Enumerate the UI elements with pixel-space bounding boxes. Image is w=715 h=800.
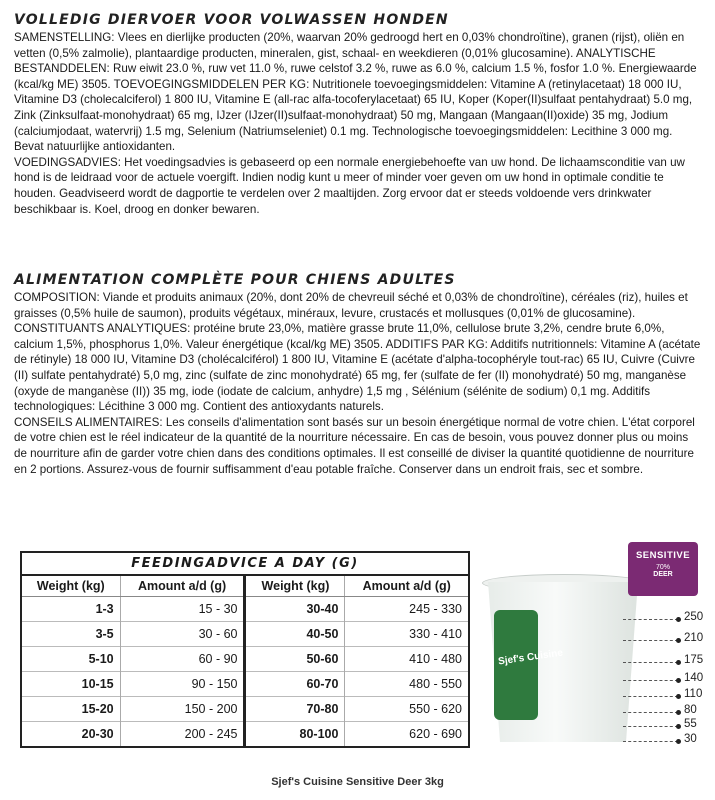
amount-cell: 30 - 60 — [120, 622, 245, 647]
cup-mark-line — [623, 680, 678, 681]
feeding-advice-table — [20, 551, 470, 748]
weight-cell: 80-100 — [245, 722, 345, 747]
weight-cell: 3-5 — [22, 622, 120, 647]
cup-mark-line — [623, 619, 678, 620]
table-row — [22, 622, 468, 647]
cup-mark-line — [623, 640, 678, 641]
french-section — [14, 272, 704, 477]
french-feeding-advice: CONSEILS ALIMENTAIRES: Les conseils d'alimentation sont basés sur un besoin énergétique normal de votre chien. L'état corporel de votre chien est le réel indicateur de la quantité de la nourriture nécessaire. En cas de besoin, vous pouvez donner plus ou moins de nourriture afin de garder votre chien dans des conditions optimales. Il est conseillé de diviser la quantité quotidienne de nourriture en 2 portions. Assurez-vous de fournir suffisamment d'eau potable fraîche. Conserver dans un endroit frais, sec et sombre. — [14, 415, 695, 476]
cup-mark-label: 250 — [684, 611, 704, 623]
cup-mark-label: 30 — [684, 733, 697, 745]
dutch-section — [14, 12, 704, 217]
cup-mark-line — [623, 726, 678, 727]
amount-cell: 410 - 480 — [345, 647, 468, 672]
amount-header: Amount a/d (g) — [345, 576, 468, 597]
weight-cell: 50-60 — [245, 647, 345, 672]
table-row — [22, 722, 468, 747]
french-heading: ALIMENTATION COMPLÈTE POUR CHIENS ADULTES — [14, 272, 456, 288]
cup-mark-line — [623, 662, 678, 663]
badge-meat: DEER — [653, 571, 673, 578]
cup-mark-label: 210 — [684, 632, 704, 644]
cup-brand-text: Sjef's Cuisine — [497, 647, 564, 668]
dutch-composition: SAMENSTELLING: Vlees en dierlijke producten (20%, waarvan 20% gedroogd hert en 0,03% chondroïtine), granen (rijst), oliën en vetten (0,5% zalmolie), plantaardige producten, mineralen, gist, schaal- en weekdieren (0,01% glucosamine). ANALYTISCHE BESTANDDELEN: Ruw eiwit 23.0 %, ruw vet 11.0 %, ruwe celstof 3.2 %, ruwe as 6.0 %, calcium 1.5 %, fosfor 1.0 %. Energiewaarde (kcal/kg ME) 3505. TOEVOEGINGSMIDDELEN PER KG: Nutritionele toevoegingsmiddelen: Vitamine A (retinylacetaat) 18 000 IU, Vitamine D3 (cholecalciferol) 1 800 IU, Vitamine E (all-rac alfa-tocoferylacetaat) 65 IU, Koper (Koper(II)sulfaat pentahydraat) 5.0 mg, Zink (Zinksulfaat-monohydraat) 65 mg, IJzer (IJzer(II)sulfaat-monohydraat) 50 mg, Mangaan (Mangaan(II)oxide) 35 mg, Jodium (calciumjodaat, watervrij) 1.5 mg, Selenium (Natriumseleniet) 0.1 mg. Technologische toevoegingsmiddelen: Lecithine 3 000 mg. Bevat natuurlijke antioxidanten. — [14, 31, 697, 154]
table-row — [22, 697, 468, 722]
product-caption: Sjef's Cuisine Sensitive Deer 3kg — [271, 776, 444, 788]
amount-cell: 245 - 330 — [345, 597, 468, 622]
weight-cell: 15-20 — [22, 697, 120, 722]
dutch-feeding-advice: VOEDINGSADVIES: Het voedingsadvies is gebaseerd op een normale energiebehoefte van uw hond. De lichaamsconditie van uw hond is de leidraad voor de actuele voergift. Indien nodig kunt u meer of minder voer geven om uw hond in optimale conditie te houden. Geadviseerd wordt de dagportie te verdelen over 2 maaltijden. Zorg ervoor dat er steeds voldoende vers drinkwater beschikbaar is. Koel, droog en donker bewaren. — [14, 155, 685, 216]
cup-mark-line — [623, 712, 678, 713]
amount-cell: 90 - 150 — [120, 672, 245, 697]
cup-mark-label: 140 — [684, 672, 704, 684]
weight-header: Weight (kg) — [245, 576, 345, 597]
amount-cell: 480 - 550 — [345, 672, 468, 697]
weight-cell: 30-40 — [245, 597, 345, 622]
weight-cell: 70-80 — [245, 697, 345, 722]
amount-cell: 200 - 245 — [120, 722, 245, 747]
weight-cell: 60-70 — [245, 672, 345, 697]
amount-cell: 330 - 410 — [345, 622, 468, 647]
cup-mark-label: 80 — [684, 704, 697, 716]
cup-mark-label: 175 — [684, 654, 704, 666]
weight-cell: 1-3 — [22, 597, 120, 622]
feeding-table-title: FEEDINGADVICE A DAY (G) — [22, 553, 468, 576]
table-row — [22, 647, 468, 672]
amount-cell: 15 - 30 — [120, 597, 245, 622]
badge-title: SENSITIVE — [635, 550, 691, 561]
weight-cell: 10-15 — [22, 672, 120, 697]
weight-header: Weight (kg) — [22, 576, 120, 597]
cup-mark-line — [623, 741, 678, 742]
amount-header: Amount a/d (g) — [120, 576, 245, 597]
weight-cell: 40-50 — [245, 622, 345, 647]
amount-cell: 620 - 690 — [345, 722, 468, 747]
badge-percent: 70% — [655, 564, 670, 571]
feeding-table — [22, 576, 468, 746]
cup-mark-label: 55 — [684, 718, 697, 730]
weight-cell: 5-10 — [22, 647, 120, 672]
amount-cell: 550 - 620 — [345, 697, 468, 722]
cup-mark-line — [623, 696, 678, 697]
amount-cell: 150 - 200 — [120, 697, 245, 722]
amount-cell: 60 - 90 — [120, 647, 245, 672]
sensitive-badge — [628, 542, 698, 596]
cup-mark-label: 110 — [684, 688, 703, 700]
weight-cell: 20-30 — [22, 722, 120, 747]
table-row — [22, 597, 468, 622]
table-row — [22, 672, 468, 697]
measuring-cup-image — [478, 540, 708, 750]
dutch-heading: VOLLEDIG DIERVOER VOOR VOLWASSEN HONDEN — [14, 12, 449, 28]
french-composition: COMPOSITION: Viande et produits animaux (20%, dont 20% de chevreuil séché et 0,03% de chondroïtine), céréales (riz), huiles et graisses (0,5% huile de saumon), produits végétaux, minéraux, levure, crustacés et mollusques (0,01% de glucosamine). CONSTITUANTS ANALYTIQUES: protéine brute 23,0%, matière grasse brute 11,0%, cellulose brute 3,2%, cendre brute 6,0%, calcium 1,5%, phosphorus 1,0%. Valeur énergétique (kcal/kg ME) 3505. ADDITIFS PAR KG: Additifs nutritionnels: Vitamine A (acétate de rétinyle) 18 000 IU, Vitamine D3 (cholécalciférol) 1 800 IU, Vitamine E (acétate d'alpha-tocophéryle tout-rac) 65 IU, Cuivre (Cuivre (II) sulfate pentahydraté) 5,0 mg, zinc (sulfate de zinc monohydraté) 65 mg, fer (sulfate de fer (II) monohydraté) 50 mg, manganèse (oxyde de manganèse (II)) 35 mg, iode (iodate de calcium, anhydre) 1,5 mg , Sélénium (sélénite de sodium) 0,1 mg. Additifs technologiques: Lécithine 3 000 mg. Contient des antioxydants naturels. — [14, 291, 701, 414]
